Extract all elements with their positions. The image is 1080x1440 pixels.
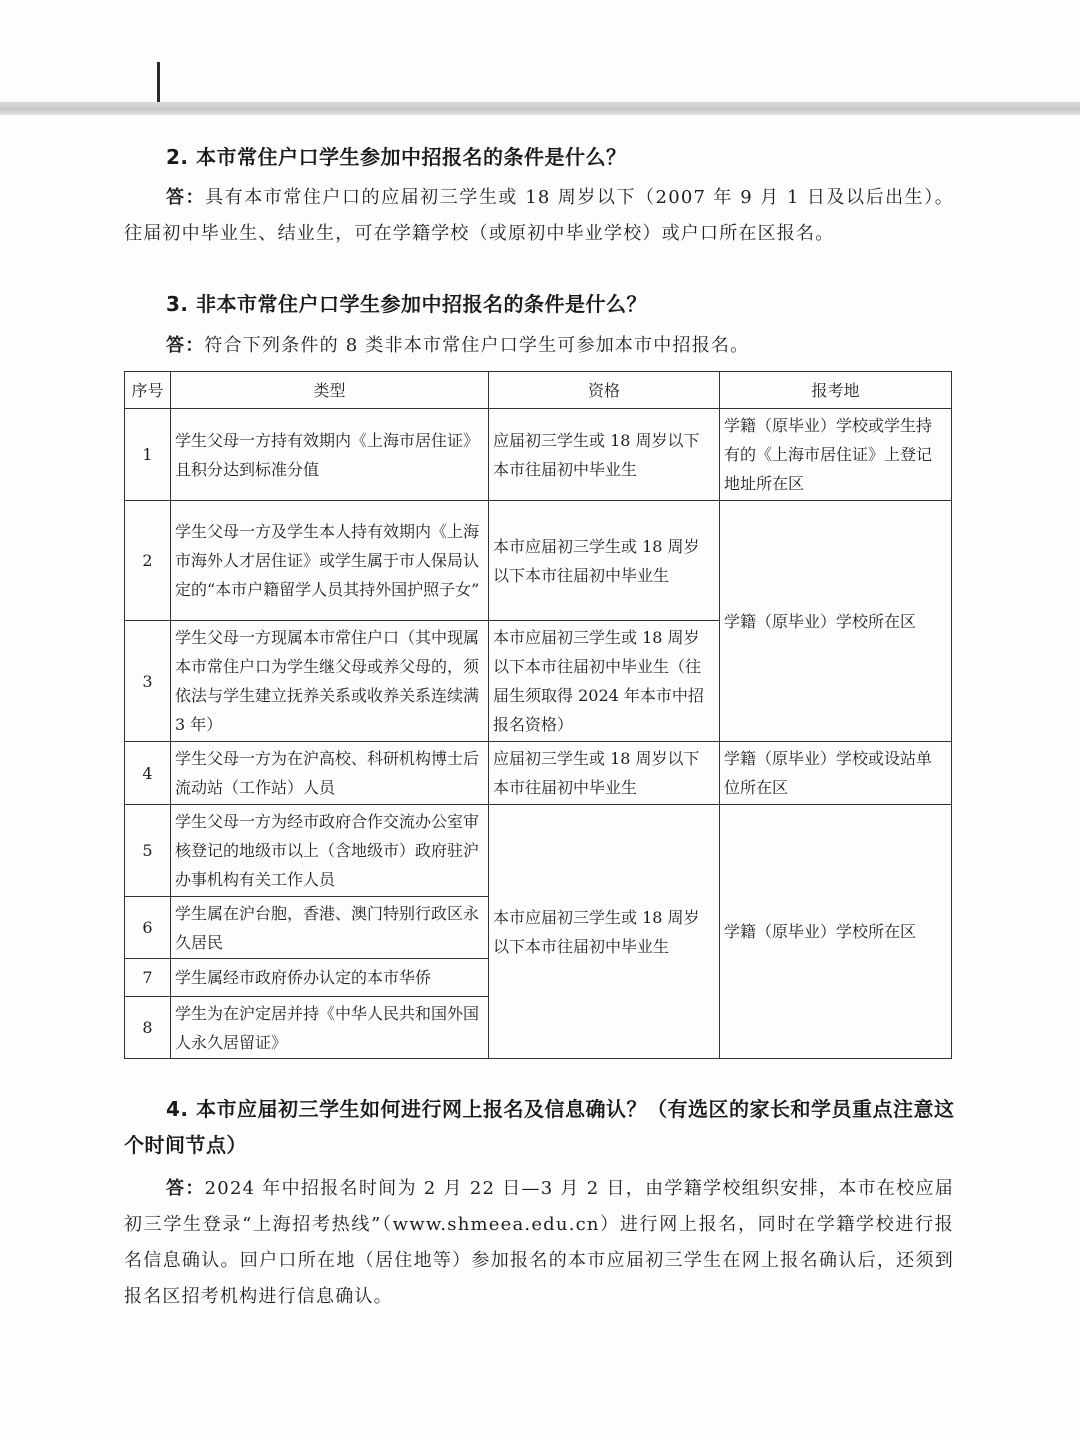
row-location: 学籍（原毕业）学校所在区 bbox=[720, 501, 952, 742]
row-location: 学籍（原毕业）学校所在区 bbox=[720, 805, 952, 1059]
table-row bbox=[125, 805, 952, 897]
header-bar bbox=[0, 102, 1080, 115]
q2-answer bbox=[124, 180, 954, 252]
q2-title: 2. 本市常住户口学生参加中招报名的条件是什么？ bbox=[166, 145, 627, 169]
table-row bbox=[125, 501, 952, 621]
row-number: 7 bbox=[125, 959, 171, 997]
row-location: 学籍（原毕业）学校或学生持有的《上海市居住证》上登记地址所在区 bbox=[720, 409, 952, 501]
q3-answer-label: 答： bbox=[166, 335, 205, 356]
row-type: 学生父母一方及学生本人持有效期内《上海市海外人才居住证》或学生属于市人保局认定的“本市户籍留学人员其持外国护照子女” bbox=[171, 501, 489, 621]
header-tick bbox=[157, 62, 160, 102]
col-header-qualification: 资格 bbox=[489, 372, 720, 409]
q3-answer bbox=[166, 331, 749, 357]
row-type: 学生属在沪台胞，香港、澳门特别行政区永久居民 bbox=[171, 897, 489, 959]
col-header-type: 类型 bbox=[171, 372, 489, 409]
row-type: 学生父母一方为在沪高校、科研机构博士后流动站（工作站）人员 bbox=[171, 742, 489, 805]
q4-answer-text: 2024 年中招报名时间为 2 月 22 日—3 月 2 日，由学籍学校组织安排，本市在校应届初三学生登录“上海招考热线”（www.shmeea.edu.cn）进行网上报名，同时在学籍学校进行报名信息确认。回户口所在地（居住地等）参加报名的本市应届初三学生在网上报名确认后，还须到报名区招考机构进行信息确认。 bbox=[124, 1178, 954, 1307]
row-type: 学生父母一方现属本市常住户口（其中现属本市常住户口为学生继父母或养父母的，须依法与学生建立抚养关系或收养关系连续满 3 年） bbox=[171, 621, 489, 742]
row-qualification: 应届初三学生或 18 周岁以下本市往届初中毕业生 bbox=[489, 742, 720, 805]
row-type: 学生属经市政府侨办认定的本市华侨 bbox=[171, 959, 489, 997]
row-type: 学生父母一方持有效期内《上海市居住证》且积分达到标准分值 bbox=[171, 409, 489, 501]
row-number: 1 bbox=[125, 409, 171, 501]
q3-answer-text: 符合下列条件的 8 类非本市常住户口学生可参加本市中招报名。 bbox=[204, 335, 750, 356]
table-row bbox=[125, 409, 952, 501]
row-number: 4 bbox=[125, 742, 171, 805]
q2-answer-label: 答： bbox=[166, 187, 206, 208]
row-qualification: 应届初三学生或 18 周岁以下本市往届初中毕业生 bbox=[489, 409, 720, 501]
col-header-location: 报考地 bbox=[720, 372, 952, 409]
row-number: 6 bbox=[125, 897, 171, 959]
row-qualification: 本市应届初三学生或 18 周岁以下本市往届初中毕业生 bbox=[489, 501, 720, 621]
q3-title: 3. 非本市常住户口学生参加中招报名的条件是什么？ bbox=[166, 292, 647, 316]
row-qualification: 本市应届初三学生或 18 周岁以下本市往届初中毕业生 bbox=[489, 805, 720, 1059]
row-type: 学生父母一方为经市政府合作交流办公室审核登记的地级市以上（含地级市）政府驻沪办事机构有关工作人员 bbox=[171, 805, 489, 897]
row-qualification: 本市应届初三学生或 18 周岁以下本市往届初中毕业生（往届生须取得 2024 年本市中招报名资格） bbox=[489, 621, 720, 742]
col-header-no: 序号 bbox=[125, 372, 171, 409]
q4-title: 4. 本市应届初三学生如何进行网上报名及信息确认？（有选区的家长和学员重点注意这个时间节点） bbox=[124, 1097, 955, 1157]
row-number: 8 bbox=[125, 997, 171, 1059]
q4-answer bbox=[124, 1171, 954, 1315]
table-header-row bbox=[125, 372, 952, 409]
row-type: 学生为在沪定居并持《中华人民共和国外国人永久居留证》 bbox=[171, 997, 489, 1059]
table-row bbox=[125, 742, 952, 805]
q2-answer-text: 具有本市常住户口的应届初三学生或 18 周岁以下（2007 年 9 月 1 日及以后出生）。往届初中毕业生、结业生，可在学籍学校（或原初中毕业学校）或户口所在区报名。 bbox=[124, 187, 954, 244]
row-location: 学籍（原毕业）学校或设站单位所在区 bbox=[720, 742, 952, 805]
row-number: 2 bbox=[125, 501, 171, 621]
q4-answer-label: 答： bbox=[166, 1178, 205, 1199]
row-number: 5 bbox=[125, 805, 171, 897]
eligibility-table bbox=[124, 371, 952, 1059]
row-number: 3 bbox=[125, 621, 171, 742]
